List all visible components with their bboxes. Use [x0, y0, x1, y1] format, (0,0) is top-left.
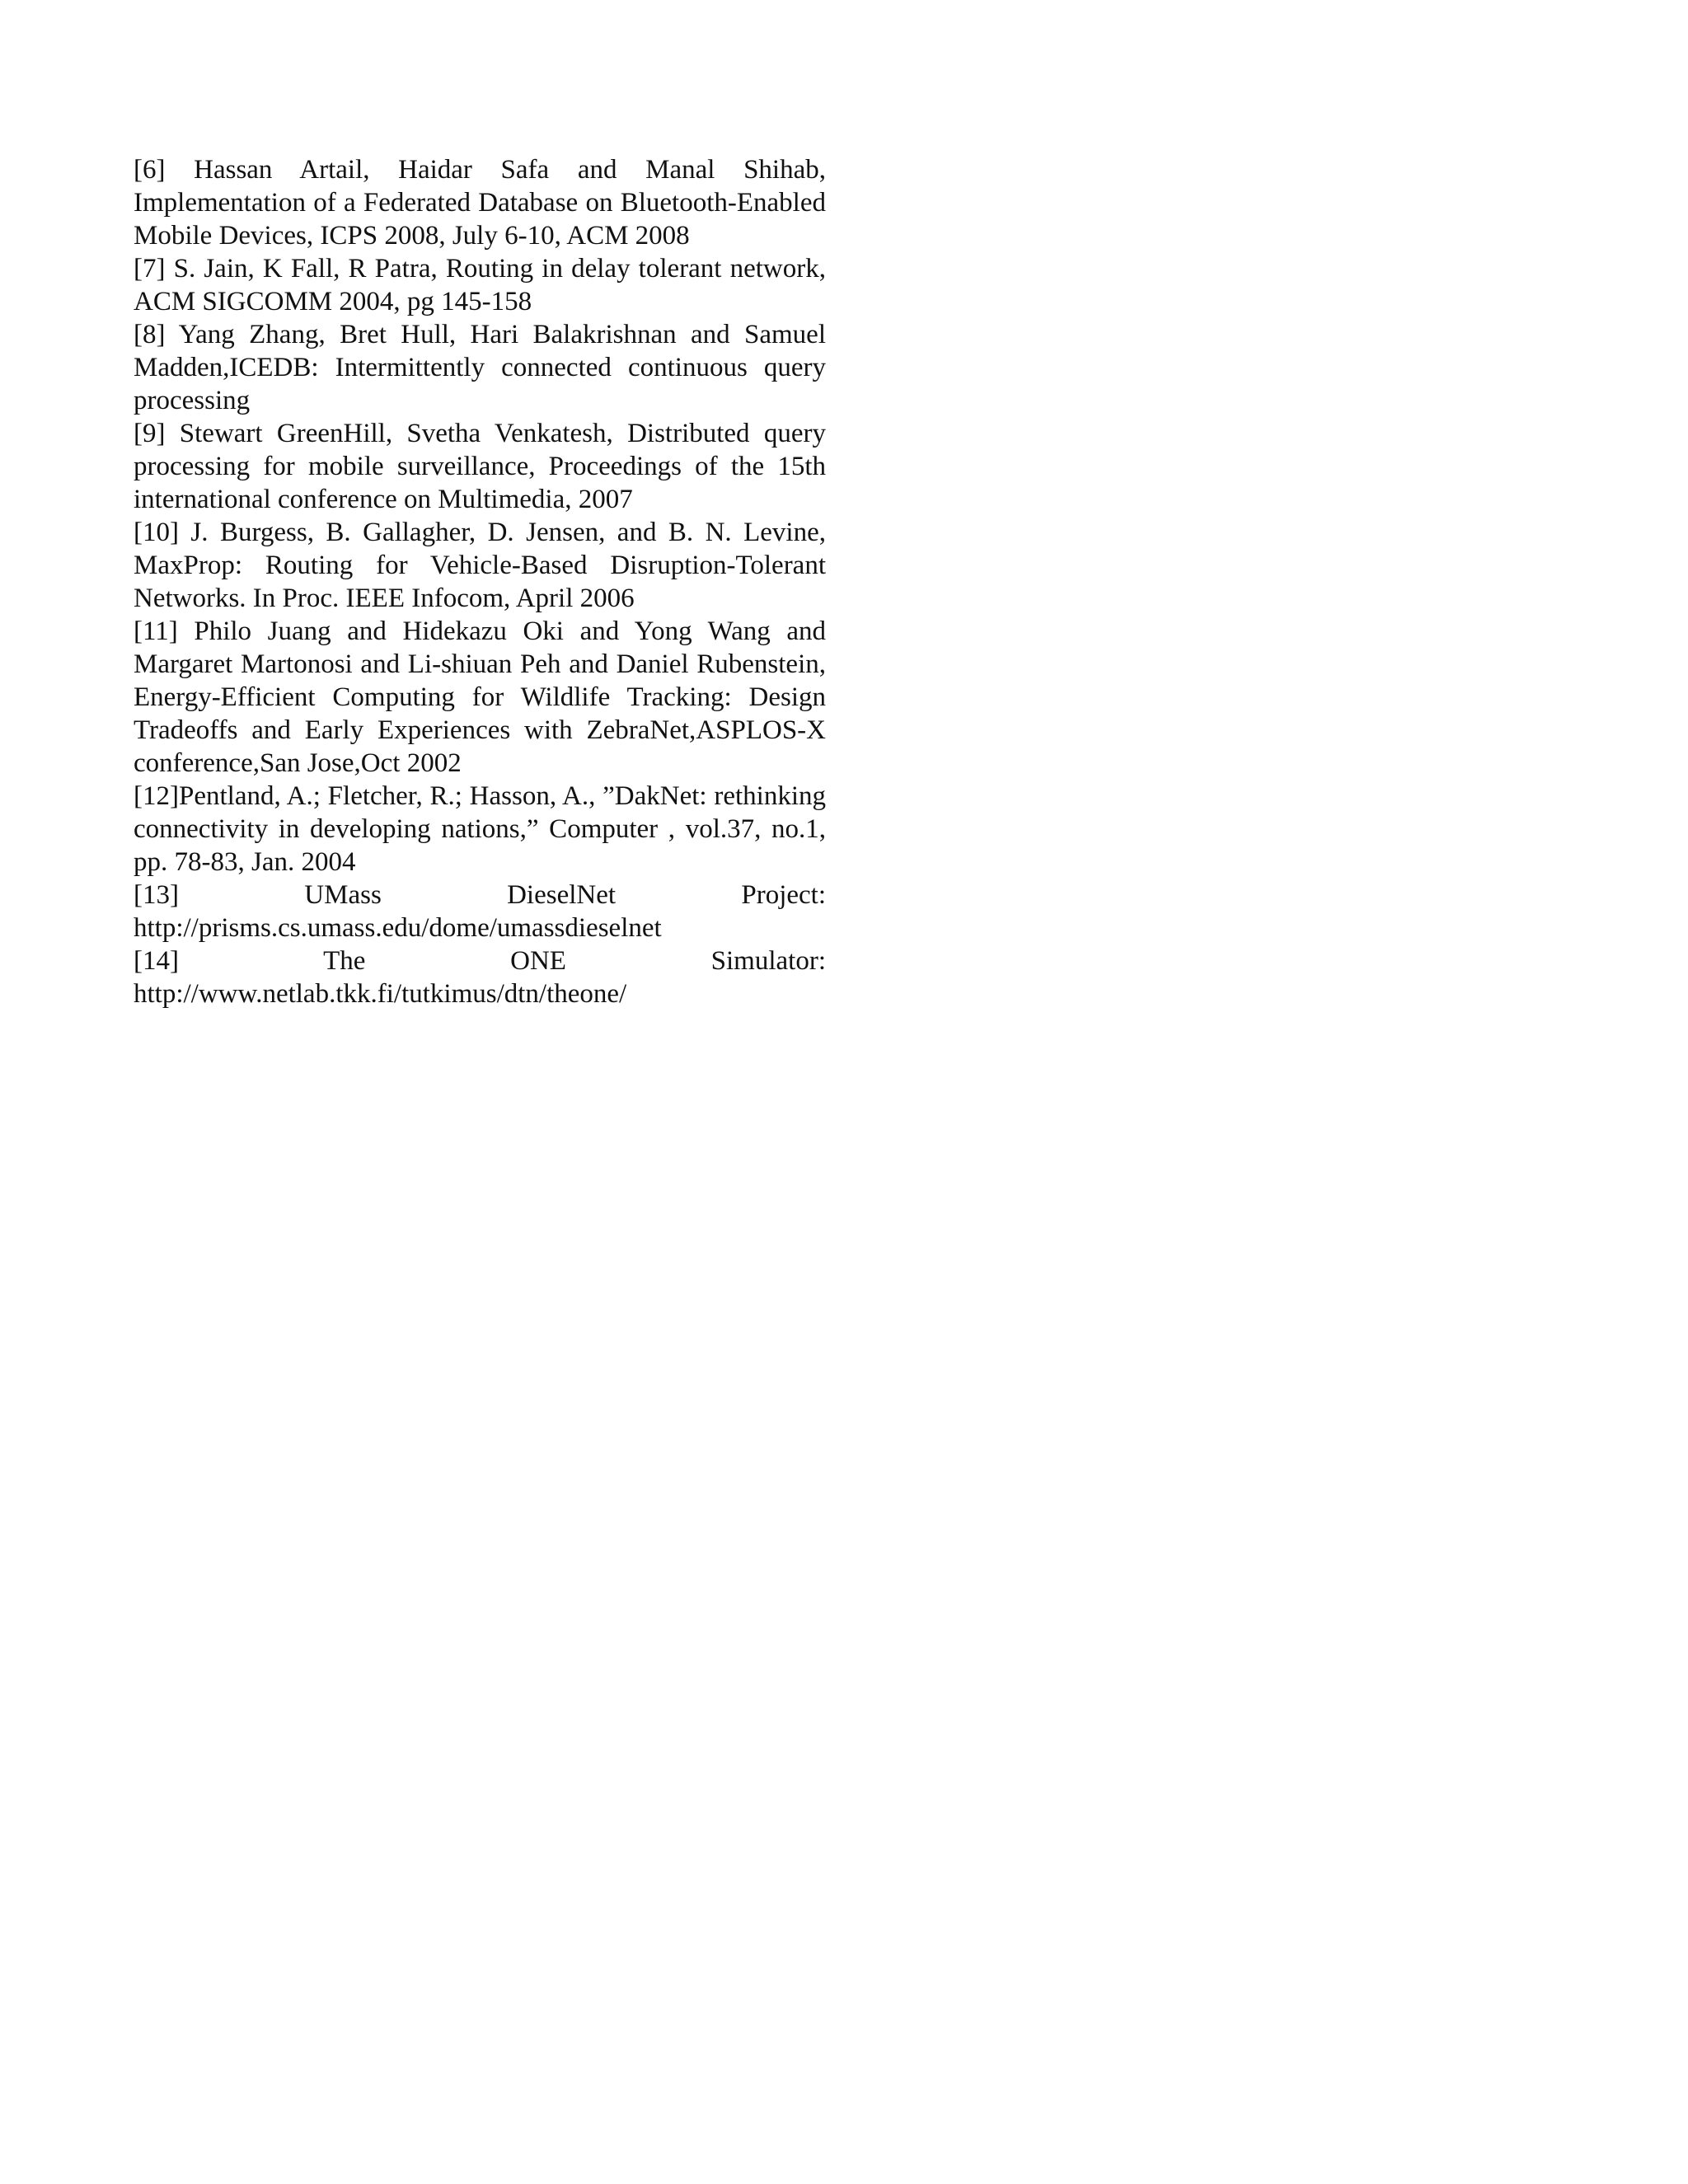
reference-8: [8] Yang Zhang, Bret Hull, Hari Balakrishnan and Samuel Madden,ICEDB: Intermittently connected continuous query processing [134, 320, 826, 415]
reference-13 [134, 879, 826, 944]
reference-14-title: [14] The ONE Simulator: [134, 946, 826, 976]
reference-13-url[interactable]: http://prisms.cs.umass.edu/dome/umassdieselnet [134, 913, 662, 943]
reference-12: [12]Pentland, A.; Fletcher, R.; Hasson, A., ”DakNet: rethinking connectivity in developing nations,” Computer , vol.37, no.1, pp. 78-83, Jan. 2004 [134, 781, 826, 877]
reference-10: [10] J. Burgess, B. Gallagher, D. Jensen, and B. N. Levine, MaxProp: Routing for Vehicle-Based Disruption-Tolerant Networks. In Proc. IEEE Infocom, April 2006 [134, 518, 826, 613]
reference-11: [11] Philo Juang and Hidekazu Oki and Yong Wang and Margaret Martonosi and Li-shiuan Peh and Daniel Rubenstein, Energy-Efficient Computing for Wildlife Tracking: Design Tradeoffs and Early Experiences with ZebraNet,ASPLOS-X conference,San Jose,Oct 2002 [134, 616, 826, 778]
reference-14 [134, 944, 826, 1010]
reference-6: [6] Hassan Artail, Haidar Safa and Manal Shihab, Implementation of a Federated Database on Bluetooth-Enabled Mobile Devices, ICPS 2008, July 6-10, ACM 2008 [134, 155, 826, 251]
reference-9: [9] Stewart GreenHill, Svetha Venkatesh, Distributed query processing for mobile surveillance, Proceedings of the 15th international conference on Multimedia, 2007 [134, 419, 826, 514]
reference-7: [7] S. Jain, K Fall, R Patra, Routing in delay tolerant network, ACM SIGCOMM 2004, pg 145-158 [134, 254, 826, 316]
reference-14-url[interactable]: http://www.netlab.tkk.fi/tutkimus/dtn/theone/ [134, 979, 627, 1009]
reference-13-title: [13] UMass DieselNet Project: [134, 880, 826, 910]
reference-list [134, 153, 826, 1010]
